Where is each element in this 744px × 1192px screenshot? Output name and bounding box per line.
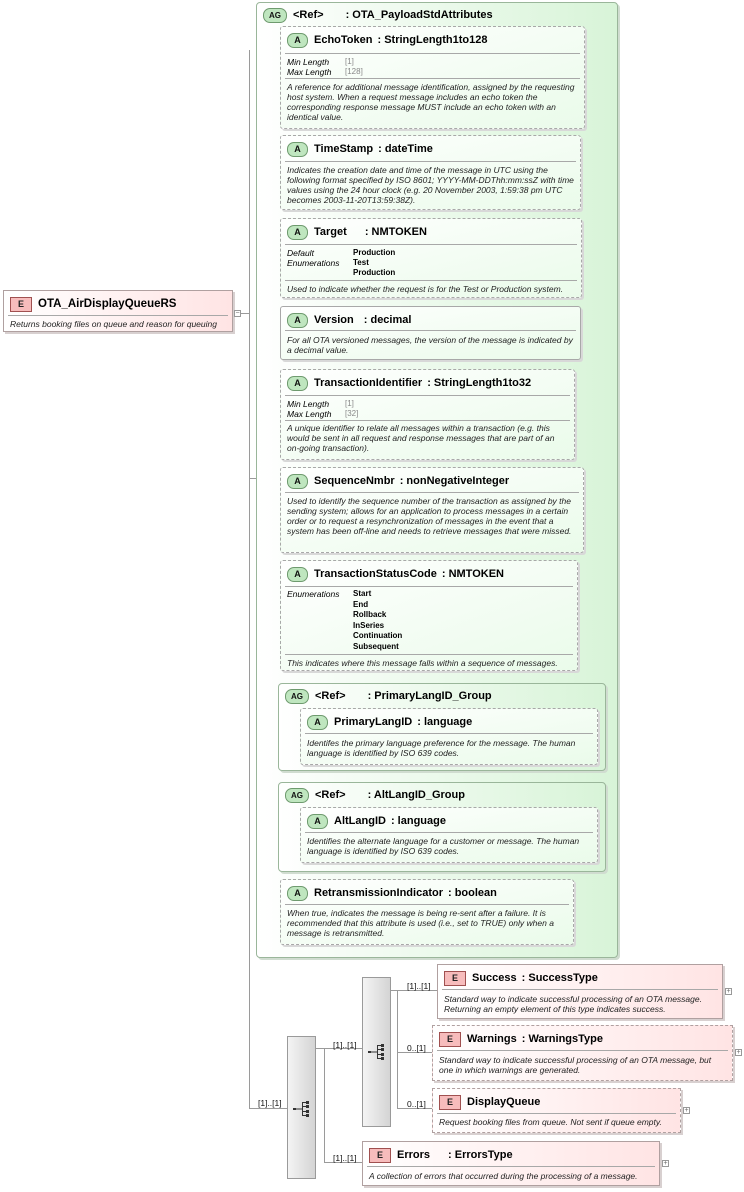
attribute-target[interactable]: A Target : NMTOKEN Default Production Enumerations Test Production Used to indicate whether the request is for the Test or Production system.: [280, 218, 582, 298]
attribute-description: Identifies the alternate language for a customer or message. The human language is identified by ISO 639 codes.: [307, 836, 580, 856]
element-name: Warnings: [467, 1033, 517, 1045]
plus-icon[interactable]: +: [684, 1107, 689, 1114]
attribute-name: Target: [314, 226, 347, 238]
element-name: Success: [472, 972, 517, 984]
attribute-badge: A: [287, 474, 308, 489]
attribute-description: For all OTA versioned messages, the version of the message is indicated by a decimal value.: [287, 335, 573, 355]
element-description: Request booking files from queue. Not sent if queue empty.: [439, 1117, 662, 1127]
group-name: : OTA_PayloadStdAttributes: [345, 9, 493, 21]
element-description: Standard way to indicate successful processing of an OTA message, but one in which warnings are generated.: [439, 1055, 712, 1075]
element-badge: E: [439, 1095, 461, 1110]
minus-icon[interactable]: −: [235, 310, 240, 317]
attribute-badge: A: [307, 715, 328, 730]
sequence-icon: [292, 1101, 312, 1117]
success-cardinality: [1]..[1]: [407, 981, 431, 991]
connector: [249, 1108, 287, 1109]
attribute-type: : decimal: [363, 314, 412, 326]
attribute-version[interactable]: [280, 306, 581, 360]
attribute-badge: A: [287, 567, 308, 582]
inner-sequence-compositor[interactable]: [362, 977, 391, 1127]
attribute-group-badge: AG: [263, 8, 287, 23]
element-success[interactable]: [437, 964, 723, 1019]
element-description: Standard way to indicate successful processing of an OTA message. Returning an empty element of this type indicates success.: [444, 994, 702, 1014]
attribute-type: : nonNegativeInteger: [399, 475, 510, 487]
attribute-badge: A: [307, 814, 328, 829]
outer-sequence-cardinality: [1]..[1]: [258, 1098, 282, 1108]
group-name: : PrimaryLangID_Group: [367, 690, 492, 702]
attribute-name: TimeStamp: [314, 143, 374, 155]
connector: [316, 1048, 324, 1049]
group-ref: <Ref>: [315, 690, 346, 702]
attribute-type: : boolean: [447, 887, 497, 899]
attribute-type: : language: [417, 716, 473, 728]
attribute-transactionstatuscode[interactable]: A TransactionStatusCode : NMTOKEN Enumerations Start End Rollback InSeries Continuation Subsequent This indicates where this message falls within a sequence of messages.: [280, 560, 578, 671]
displayqueue-cardinality: 0..[1]: [407, 1099, 426, 1109]
outer-sequence-compositor[interactable]: [287, 1036, 316, 1179]
element-badge: E: [439, 1032, 461, 1047]
attribute-description: Indicates the creation date and time of the message in UTC using the following format specified by ISO 8601; YYYY-MM-DDThh:mm:ssZ with time values using the 24 hour clock (e.g. 20 November 2003, 1:59:38 pm UTC becomes 2003-11-20T13:59:38Z).: [287, 165, 574, 205]
attribute-type: : NMTOKEN: [364, 226, 427, 238]
attribute-badge: A: [287, 376, 308, 391]
attribute-badge: A: [287, 225, 308, 240]
attribute-badge: A: [287, 313, 308, 328]
attribute-sequencenmbr[interactable]: [280, 467, 584, 553]
inner-sequence-cardinality: [1]..[1]: [333, 1040, 357, 1050]
attribute-primarylangid[interactable]: [300, 708, 598, 765]
attribute-description: Used to indicate whether the request is for the Test or Production system.: [287, 284, 564, 294]
element-badge: E: [444, 971, 466, 986]
attribute-type: : StringLength1to128: [377, 34, 488, 46]
element-warnings[interactable]: [432, 1025, 733, 1081]
connector: [324, 1048, 325, 1162]
attribute-description: Used to identify the sequence number of the transaction as assigned by the sending system; allows for an application to process messages in a certain order or to request a resynchronization of messages in the event that a system has been off-line and needs to retrieve messages that were missed.: [287, 496, 572, 536]
warnings-cardinality: 0..[1]: [407, 1043, 426, 1053]
attribute-retransmissionindicator[interactable]: [280, 879, 574, 945]
attribute-type: : StringLength1to32: [427, 377, 532, 389]
attribute-name: TransactionStatusCode: [314, 568, 437, 580]
attribute-name: Version: [314, 314, 354, 326]
attribute-name: AltLangID: [334, 815, 386, 827]
element-name: Errors: [397, 1149, 431, 1161]
errors-cardinality: [1]..[1]: [333, 1153, 357, 1163]
attribute-name: SequenceNmbr: [314, 475, 395, 487]
element-errors[interactable]: [362, 1141, 660, 1186]
attribute-description: This indicates where this message falls within a sequence of messages.: [287, 658, 558, 668]
root-element[interactable]: [3, 290, 233, 332]
attribute-name: RetransmissionIndicator: [314, 887, 443, 899]
attribute-altlangid[interactable]: [300, 807, 598, 863]
element-type: : SuccessType: [521, 972, 598, 984]
attribute-badge: A: [287, 33, 308, 48]
group-ref: <Ref>: [315, 789, 346, 801]
plus-icon[interactable]: +: [736, 1049, 741, 1056]
group-ref: <Ref>: [293, 9, 324, 21]
attribute-description: A reference for additional message identification, assigned by the requesting host system. When a request message includes an echo token the corresponding response message MUST include an echo token with an identical value.: [287, 82, 575, 122]
attribute-type: : NMTOKEN: [441, 568, 504, 580]
attribute-name: TransactionIdentifier: [314, 377, 423, 389]
group-name: : AltLangID_Group: [367, 789, 465, 801]
attribute-type: : language: [390, 815, 446, 827]
attribute-name: PrimaryLangID: [334, 716, 413, 728]
connector: [397, 990, 398, 1108]
attribute-group-badge: AG: [285, 689, 309, 704]
element-name: DisplayQueue: [467, 1096, 541, 1108]
attribute-type: : dateTime: [378, 143, 433, 155]
element-type: : WarningsType: [521, 1033, 603, 1045]
attribute-echotoken[interactable]: A EchoToken : StringLength1to128 Min Length [1] Max Length [128] A reference for additional message identification, assigned by the requesting host system. When a request message includes an echo token the corresponding response message MUST include an echo token with an identical value.: [280, 26, 585, 129]
element-badge: E: [10, 297, 32, 312]
attribute-description: A unique identifier to relate all messages within a transaction (e.g. this would be sent in all request and response messages that are part of an on-going transaction).: [287, 423, 555, 453]
root-element-name: OTA_AirDisplayQueueRS: [38, 298, 177, 310]
attribute-name: EchoToken: [314, 34, 373, 46]
element-type: : ErrorsType: [448, 1149, 513, 1161]
sequence-icon: [367, 1044, 387, 1060]
attribute-timestamp[interactable]: [280, 135, 581, 210]
element-displayqueue[interactable]: [432, 1088, 681, 1133]
attribute-group-badge: AG: [285, 788, 309, 803]
element-badge: E: [369, 1148, 391, 1163]
connector: [249, 50, 250, 1108]
root-element-description: Returns booking files on queue and reason for queuing: [10, 319, 217, 329]
attribute-description: Identifes the primary language preference for the message. The human language is identified by ISO 639 codes.: [307, 738, 576, 758]
plus-icon[interactable]: +: [726, 988, 731, 995]
element-description: A collection of errors that occurred during the processing of a message.: [369, 1171, 638, 1181]
attribute-transactionidentifier[interactable]: A TransactionIdentifier : StringLength1to32 Min Length [1] Max Length [32] A unique identifier to relate all messages within a transaction (e.g. this would be sent in all request and response messages that are part of an on-going transaction).: [280, 369, 575, 460]
attribute-badge: A: [287, 142, 308, 157]
attribute-badge: A: [287, 886, 308, 901]
plus-icon[interactable]: +: [663, 1160, 668, 1167]
attribute-description: When true, indicates the message is being re-sent after a failure. It is recommended that this attribute is used (i.e., set to TRUE) only when a message is retransmitted.: [287, 908, 554, 938]
